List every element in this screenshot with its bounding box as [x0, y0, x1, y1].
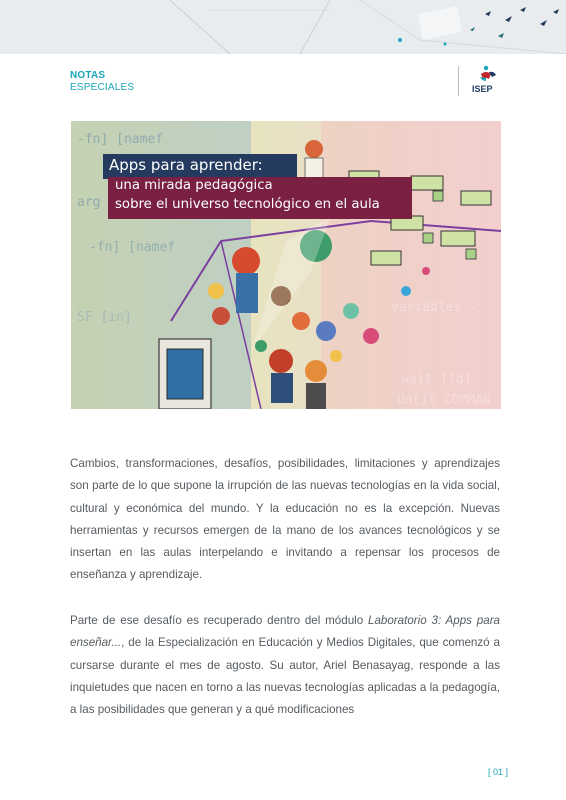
svg-text:-fn] [namef: -fn] [namef [77, 132, 164, 147]
paragraph-2-intro: Parte de ese desafío es recuperado dentro del módulo [70, 614, 369, 627]
svg-text:arg: arg [77, 195, 101, 210]
banner-illustration [0, 0, 566, 54]
hero-code-right-1: variables - [391, 300, 478, 315]
isep-logo-text: ISEP [472, 84, 493, 94]
paragraph-2-rest: , de la Especialización en Educación y Medios Digitales, que comenzó a cursarse durante el mes de agosto. Su autor, Ariel Benasayag, responde a las inquietudes que nacen en torno a las nuevas tecnologías aplicadas a la pedagogía, a las posibilidades que generan y a qué modificaciones [70, 636, 500, 717]
hero-code-right-3: Until COMMAN [397, 393, 491, 408]
hero-image [71, 121, 501, 409]
header-divider [458, 66, 459, 96]
isep-logo-icon [472, 64, 508, 84]
module-title: Laboratorio 3: Apps para enseñar... [70, 614, 501, 650]
svg-text:SF [in]: SF [in] [77, 310, 132, 325]
section-subtitle: ESPECIALES [70, 82, 135, 93]
page-number: [ 01 ] [488, 767, 509, 777]
section-label [70, 70, 134, 93]
hero-subtitle-line1: una mirada pedagógica [115, 178, 273, 193]
section-title: NOTAS [70, 70, 106, 81]
paragraph-2 [70, 610, 500, 721]
hero-code-right-2: wait [ld] [401, 372, 472, 387]
paragraph-1: Cambios, transformaciones, desafíos, posibilidades, limitaciones y aprendizajes son parte de lo que supone la irrupción de las nuevas tecnologías en la vida social, cultural y económica del mundo. Y la educación no es la excepción. Nuevas herramientas y recursos emergen de la mano de los avances tecnológicos y se insertan en las aulas interpelando e invitando a repensar los procesos de enseñanza y aprendizaje. [70, 457, 500, 582]
header-banner [0, 0, 566, 54]
hero-title: Apps para aprender: [109, 156, 263, 174]
hero-code-left: -fn] [namef [89, 240, 176, 255]
isep-logo [472, 64, 508, 98]
hero-subtitle-line2: sobre el universo tecnológico en el aula [115, 197, 380, 212]
